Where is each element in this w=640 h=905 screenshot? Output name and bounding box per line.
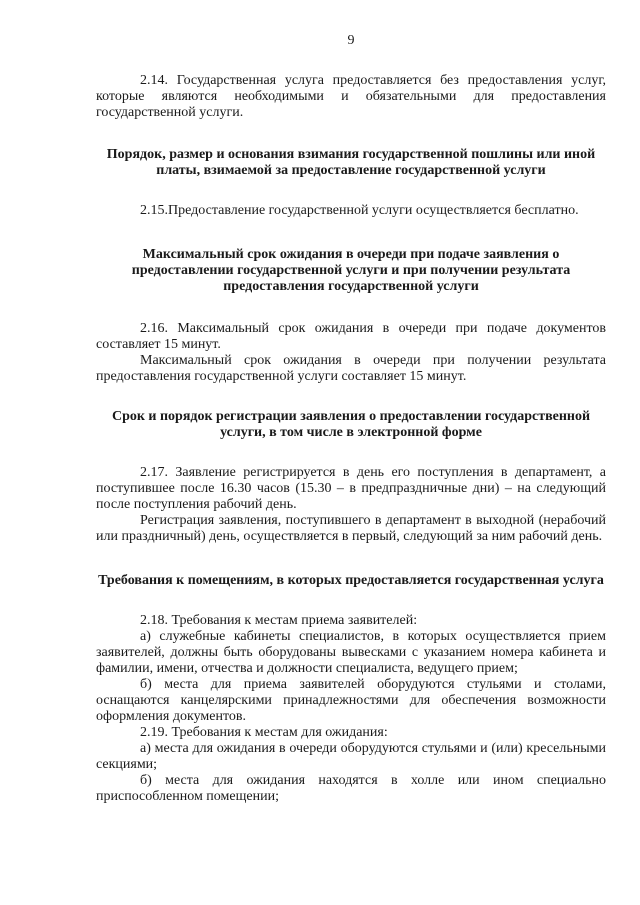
paragraph-2-18-a: а) служебные кабинеты специалистов, в которых осуществляется прием заявителей, должны быть оборудованы вывесками с указанием номера кабинета и фамилии, имени, отчества и должности специалиста, ведущего прием;: [96, 629, 606, 676]
heading-premises: Требования к помещениям, в которых предоставляется государственная услуга: [98, 573, 604, 588]
heading-registration: Срок и порядок регистрации заявления о предоставлении государственной услуги, в том числе в электронной форме: [111, 409, 591, 440]
paragraph-2-17-b: Регистрация заявления, поступившего в департамент в выходной (нерабочий или праздничный) день, осуществляется в первый, следующий за ним рабочий день.: [96, 513, 606, 544]
paragraph-2-18-b: б) места для приема заявителей оборудуются стульями и столами, оснащаются канцелярскими принадлежностями для обеспечения возможности оформления документов.: [96, 677, 606, 724]
heading-fee: Порядок, размер и основания взимания государственной пошлины или иной платы, взимаемой за предоставление государственной услуги: [106, 147, 596, 178]
paragraph-2-15: 2.15.Предоставление государственной услуги осуществляется бесплатно.: [140, 203, 579, 218]
paragraph-2-18: 2.18. Требования к местам приема заявителей:: [140, 613, 418, 628]
paragraph-2-14: 2.14. Государственная услуга предоставляется без предоставления услуг, которые являются необходимыми и обязательными для предоставления государственной услуги.: [96, 73, 606, 120]
paragraph-2-17: 2.17. Заявление регистрируется в день его поступления в департамент, а поступившее после 16.30 часов (15.30 – в предпраздничные дни) – на следующий после поступления рабочий день.: [96, 465, 606, 512]
paragraph-2-19-a: а) места для ожидания в очереди оборудуются стульями и (или) кресельными секциями;: [96, 741, 606, 772]
paragraph-2-16-b: Максимальный срок ожидания в очереди при получении результата предоставления государственной услуги составляет 15 минут.: [96, 353, 606, 384]
paragraph-2-19: 2.19. Требования к местам для ожидания:: [140, 725, 388, 740]
paragraph-2-16: 2.16. Максимальный срок ожидания в очереди при подаче документов составляет 15 минут.: [96, 321, 606, 352]
heading-wait-time: Максимальный срок ожидания в очереди при подаче заявления о предоставлении государственной услуги и при получении результата предоставления государственной услуги: [131, 247, 571, 294]
page-number: 9: [347, 33, 355, 48]
paragraph-2-19-b: б) места для ожидания находятся в холле или ином специально приспособленном помещении;: [96, 773, 606, 804]
